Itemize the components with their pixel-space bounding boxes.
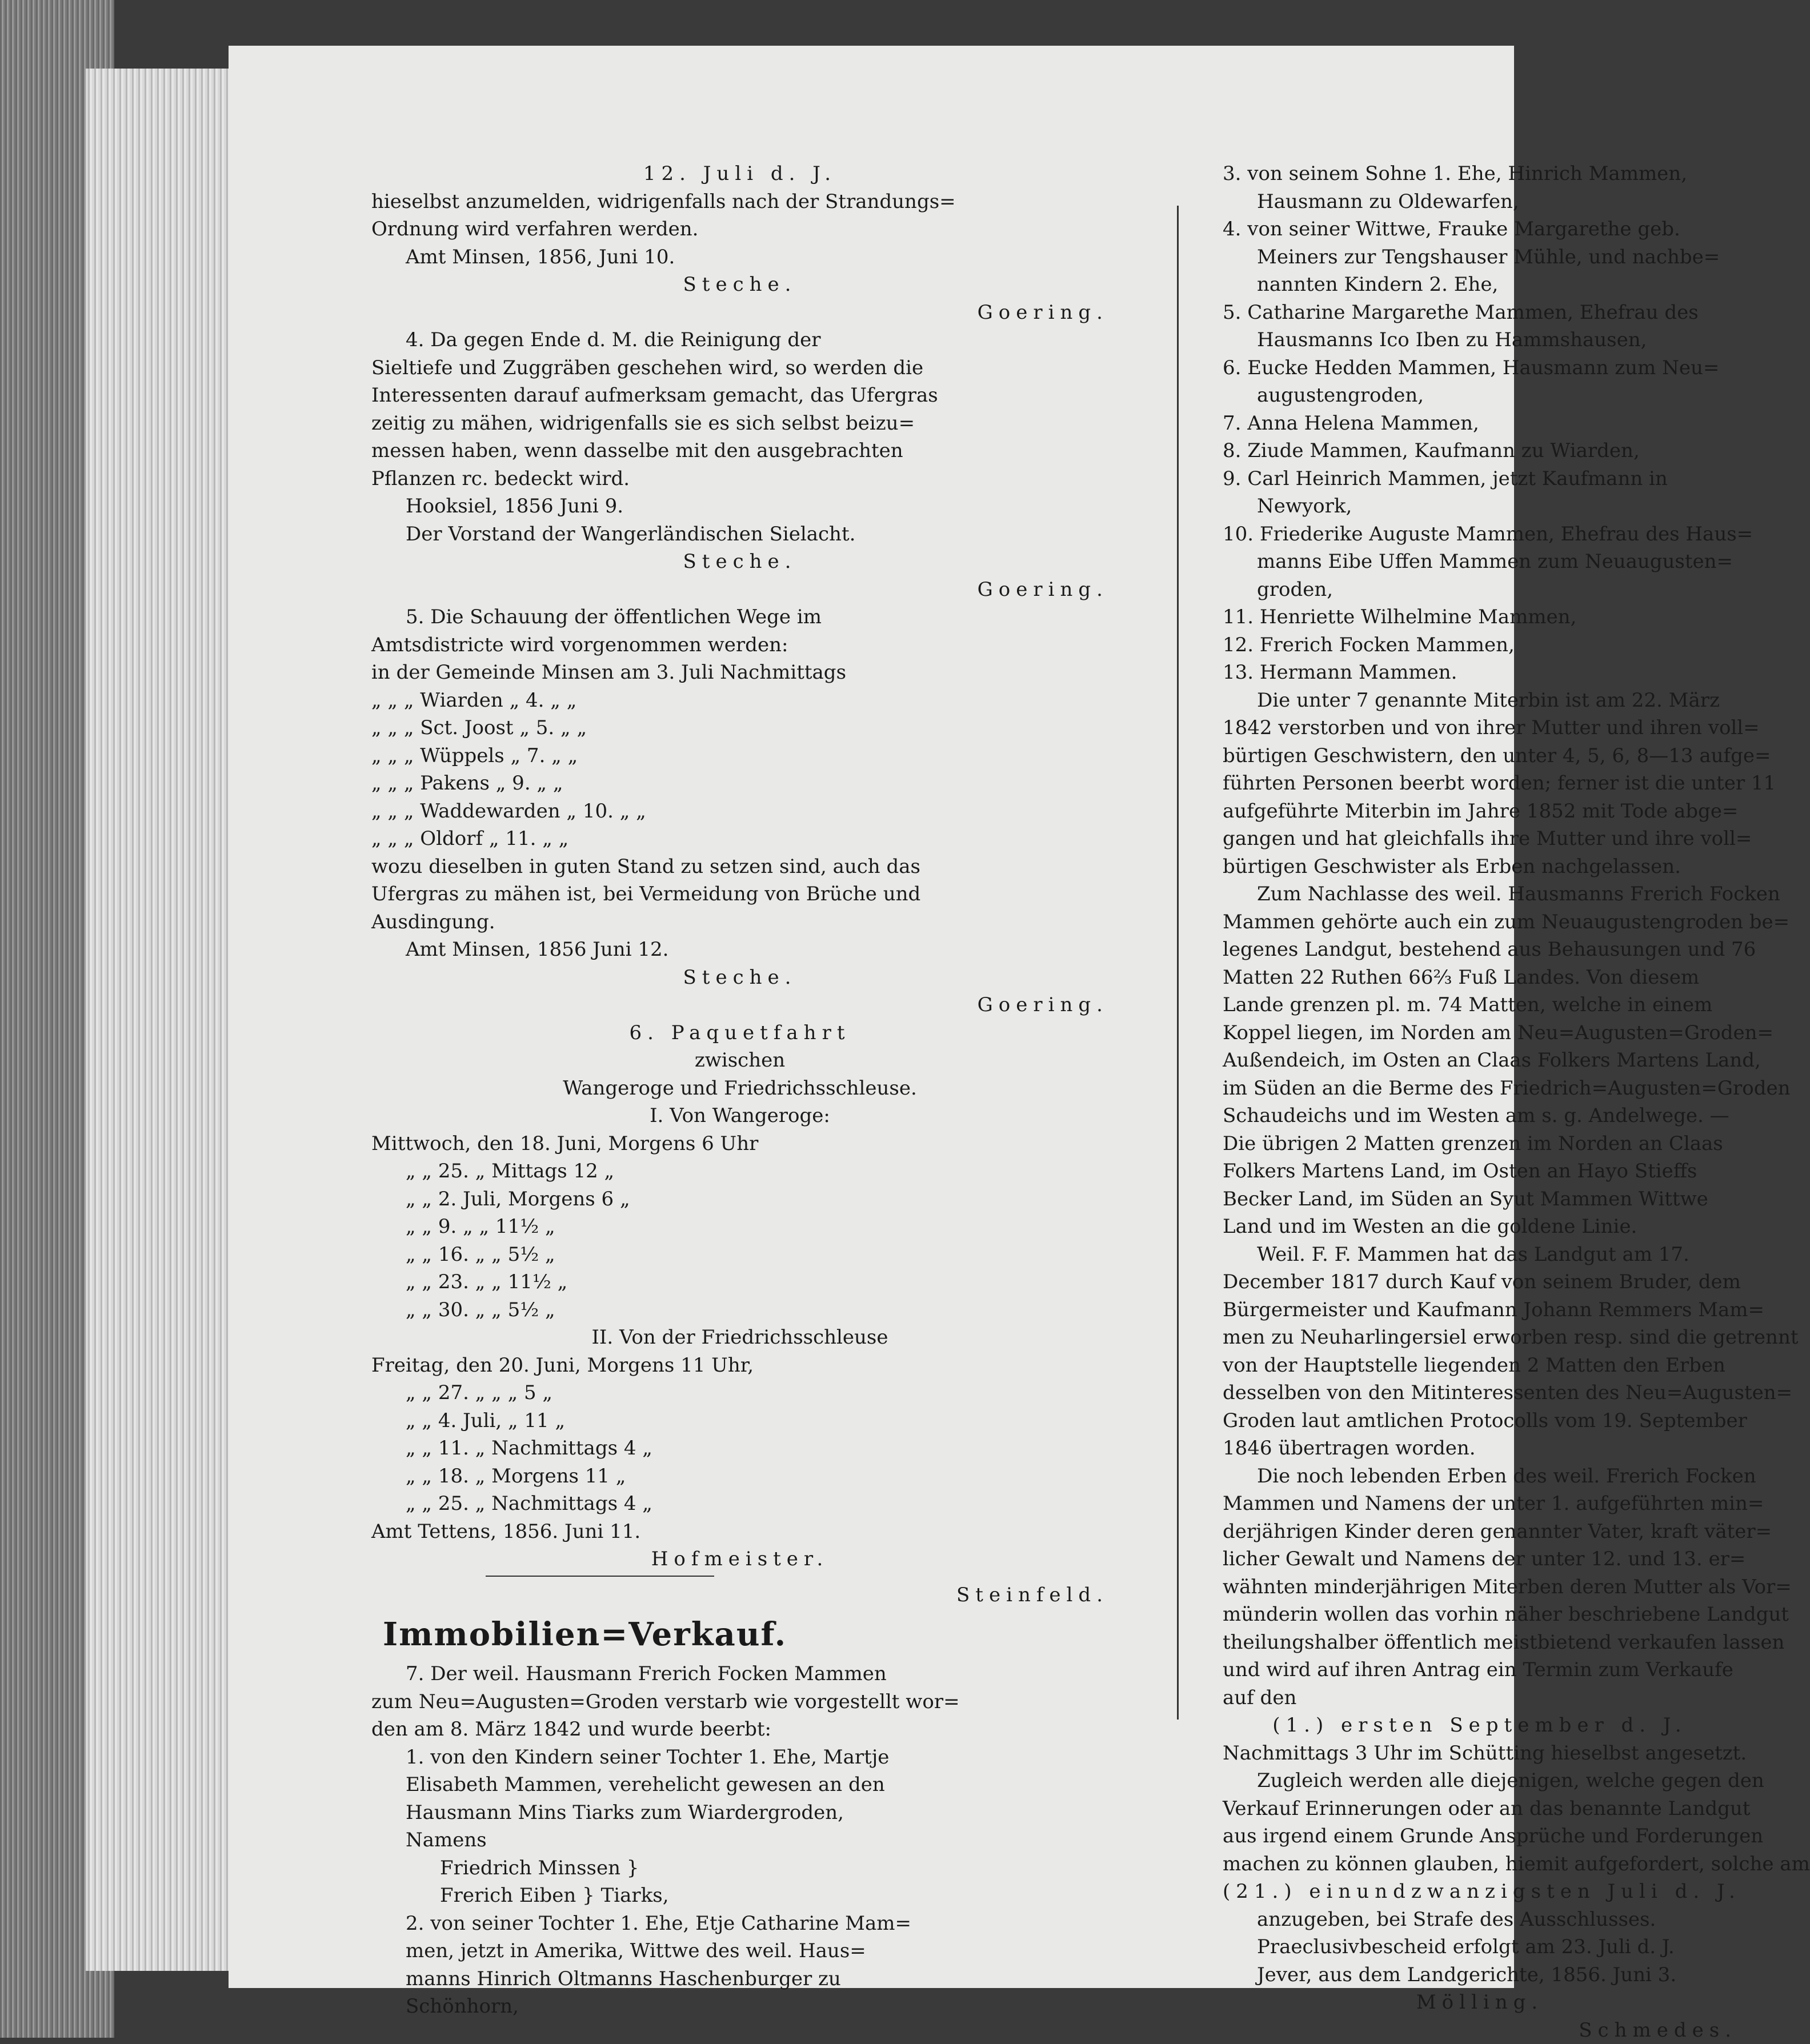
text-line: Praeclusivbescheid erfolgt am 23. Juli d. J.: [1223, 1933, 1737, 1961]
text-line: Der Vorstand der Wangerländischen Sielacht.: [371, 520, 1108, 548]
text-line: 4. Da gegen Ende d. M. die Reinigung der: [371, 326, 1108, 354]
text-line: von der Hauptstelle liegenden 2 Matten den Erben: [1223, 1352, 1737, 1380]
right-column: [1223, 160, 1737, 2044]
text-line: II. Von der Friedrichsschleuse: [371, 1324, 1108, 1352]
text-line: bürtigen Geschwistern, den unter 4, 5, 6, 8—13 aufge=: [1223, 742, 1737, 770]
signature-line: Schmedes.: [1223, 2017, 1737, 2044]
document-page: [229, 46, 1514, 1988]
list-item: Frerich Eiben } Tiarks,: [371, 1882, 1108, 1910]
text-line: Bürgermeister und Kaufmann Johann Remmers Mam=: [1223, 1296, 1737, 1324]
timetable-row: „ „ 11. „ Nachmittags 4 „: [371, 1434, 1108, 1462]
timetable-row: „ „ 25. „ Nachmittags 4 „: [371, 1490, 1108, 1518]
divider: [486, 1576, 714, 1577]
text-line: 1842 verstorben und von ihrer Mutter und ihren voll=: [1223, 714, 1737, 742]
text-line: 7. Der weil. Hausmann Frerich Focken Mammen: [371, 1660, 1108, 1688]
text-line: Schaudeichs und im Westen am s. g. Andelwege. —: [1223, 1102, 1737, 1130]
text-line: Außendeich, im Osten an Claas Folkers Martens Land,: [1223, 1047, 1737, 1075]
text-line: anzugeben, bei Strafe des Ausschlusses.: [1223, 1906, 1737, 1934]
list-item: 4. von seiner Wittwe, Frauke Margarethe geb.: [1223, 215, 1737, 243]
text-line: Ausdingung.: [371, 908, 1108, 936]
text-line: Interessenten darauf aufmerksam gemacht, das Ufergras: [371, 382, 1108, 410]
text-line: men zu Neuharlingersiel erworben resp. sind die getrennt: [1223, 1324, 1737, 1352]
list-item: augustengroden,: [1223, 382, 1737, 410]
text-line: aus irgend einem Grunde Ansprüche und Forderungen: [1223, 1822, 1737, 1850]
text-line: licher Gewalt und Namens der unter 12. und 13. er=: [1223, 1545, 1737, 1573]
text-line: 1846 übertragen worden.: [1223, 1434, 1737, 1462]
column-divider: [1177, 206, 1179, 1720]
list-item: Hausmann Mins Tiarks zum Wiardergroden,: [371, 1799, 1108, 1827]
signature-line: Mölling.: [1223, 1989, 1737, 2017]
list-item: 3. von seinem Sohne 1. Ehe, Hinrich Mammen,: [1223, 160, 1737, 188]
section-heading: Immobilien=Verkauf.: [371, 1609, 1108, 1660]
signature-line: Steche.: [371, 964, 1108, 992]
text-line: 12. Juli d. J.: [371, 160, 1108, 188]
list-item: 1. von den Kindern seiner Tochter 1. Ehe, Martje: [371, 1744, 1108, 1772]
list-item: 8. Ziude Mammen, Kaufmann zu Wiarden,: [1223, 437, 1737, 465]
signature-line: Hofmeister.: [371, 1545, 1108, 1573]
signature-line: Goering.: [371, 991, 1108, 1019]
list-item: 10. Friederike Auguste Mammen, Ehefrau des Haus=: [1223, 520, 1737, 548]
text-line: Mammen gehörte auch ein zum Neuaugustengroden be=: [1223, 908, 1737, 936]
schedule-line: „ „ „ Wüppels „ 7. „ „: [371, 742, 1108, 770]
page-edges: [86, 69, 234, 1971]
text-line: Matten 22 Ruthen 66⅔ Fuß Landes. Von diesem: [1223, 964, 1737, 992]
signature-line: Steche.: [371, 548, 1108, 576]
left-column: [371, 160, 1108, 2021]
timetable-row: „ „ 16. „ „ 5½ „: [371, 1241, 1108, 1269]
text-line: zwischen: [371, 1047, 1108, 1075]
text-line: Land und im Westen an die goldene Linie.: [1223, 1213, 1737, 1241]
schedule-line: „ „ „ Oldorf „ 11. „ „: [371, 825, 1108, 853]
timetable-row: Mittwoch, den 18. Juni, Morgens 6 Uhr: [371, 1130, 1108, 1158]
signature-line: Goering.: [371, 576, 1108, 604]
text-line: machen zu können glauben, hiemit aufgefordert, solche am: [1223, 1850, 1737, 1878]
list-item: Hausmanns Ico Iben zu Hammshausen,: [1223, 326, 1737, 354]
signature-line: Steche.: [371, 271, 1108, 299]
list-item: Elisabeth Mammen, verehelicht gewesen an den: [371, 1771, 1108, 1799]
text-line: führten Personen beerbt worden; ferner ist die unter 11: [1223, 769, 1737, 797]
text-line: Groden laut amtlichen Protocolls vom 19. September: [1223, 1407, 1737, 1435]
text-line: desselben von den Mitinteressenten des Neu=Augusten=: [1223, 1379, 1737, 1407]
text-line: Zugleich werden alle diejenigen, welche gegen den: [1223, 1767, 1737, 1795]
text-line: 5. Die Schauung der öffentlichen Wege im: [371, 603, 1108, 631]
text-line: messen haben, wenn dasselbe mit den ausgebrachten: [371, 437, 1108, 465]
text-line: Amtsdistricte wird vorgenommen werden:: [371, 631, 1108, 659]
list-item: 2. von seiner Tochter 1. Ehe, Etje Catharine Mam=: [371, 1910, 1108, 1938]
text-line: Becker Land, im Süden an Syut Mammen Wittwe: [1223, 1185, 1737, 1213]
list-item: 12. Frerich Focken Mammen,: [1223, 631, 1737, 659]
text-line: Folkers Martens Land, im Osten an Hayo Stieffs: [1223, 1157, 1737, 1185]
text-line: Lande grenzen pl. m. 74 Matten, welche in einem: [1223, 991, 1737, 1019]
list-item: Schönhorn,: [371, 1993, 1108, 2021]
text-line: Wangeroge und Friedrichsschleuse.: [371, 1075, 1108, 1103]
date-line: (1.) ersten September d. J.: [1223, 1712, 1737, 1740]
text-line: gangen und hat gleichfalls ihre Mutter und ihre voll=: [1223, 825, 1737, 853]
text-line: Hooksiel, 1856 Juni 9.: [371, 492, 1108, 520]
text-line: Ordnung wird verfahren werden.: [371, 215, 1108, 243]
text-line: zum Neu=Augusten=Groden verstarb wie vorgestellt wor=: [371, 1688, 1108, 1716]
list-item: 6. Eucke Hedden Mammen, Hausmann zum Neu=: [1223, 354, 1737, 382]
list-item: 5. Catharine Margarethe Mammen, Ehefrau des: [1223, 299, 1737, 327]
list-item: 7. Anna Helena Mammen,: [1223, 410, 1737, 438]
schedule-line: „ „ „ Pakens „ 9. „ „: [371, 769, 1108, 797]
text-line: hieselbst anzumelden, widrigenfalls nach der Strandungs=: [371, 188, 1108, 216]
text-line: bürtigen Geschwister als Erben nachgelassen.: [1223, 853, 1737, 881]
timetable-row: „ „ 27. „ „ „ 5 „: [371, 1379, 1108, 1407]
text-line: Die noch lebenden Erben des weil. Frerich Focken: [1223, 1462, 1737, 1490]
timetable-row: „ „ 4. Juli, „ 11 „: [371, 1407, 1108, 1435]
text-line: Mammen und Namens der unter 1. aufgeführten min=: [1223, 1490, 1737, 1518]
text-line: legenes Landgut, bestehend aus Behausungen und 76: [1223, 936, 1737, 964]
list-item: 13. Hermann Mammen.: [1223, 659, 1737, 687]
text-line: Zum Nachlasse des weil. Hausmanns Frerich Focken: [1223, 880, 1737, 908]
timetable-row: „ „ 18. „ Morgens 11 „: [371, 1462, 1108, 1490]
text-line: wähnten minderjährigen Miterben deren Mutter als Vor=: [1223, 1573, 1737, 1601]
text-line: I. Von Wangeroge:: [371, 1102, 1108, 1130]
list-item: nannten Kindern 2. Ehe,: [1223, 271, 1737, 299]
schedule-line: „ „ „ Wiarden „ 4. „ „: [371, 687, 1108, 715]
text-line: Die unter 7 genannte Miterbin ist am 22. März: [1223, 687, 1737, 715]
timetable-row: Freitag, den 20. Juni, Morgens 11 Uhr,: [371, 1352, 1108, 1380]
timetable-row: „ „ 2. Juli, Morgens 6 „: [371, 1185, 1108, 1213]
text-line: Sieltiefe und Zuggräben geschehen wird, so werden die: [371, 354, 1108, 382]
list-item: Friedrich Minssen }: [371, 1854, 1108, 1882]
text-line: Verkauf Erinnerungen oder an das benannte Landgut: [1223, 1795, 1737, 1823]
schedule-line: in der Gemeinde Minsen am 3. Juli Nachmittags: [371, 659, 1108, 687]
signature-line: Steinfeld.: [371, 1581, 1108, 1609]
text-line: Pflanzen rc. bedeckt wird.: [371, 465, 1108, 493]
timetable-row: „ „ 23. „ „ 11½ „: [371, 1268, 1108, 1296]
text-line: münderin wollen das vorhin näher beschriebene Landgut: [1223, 1601, 1737, 1629]
text-line: Amt Minsen, 1856 Juni 12.: [371, 936, 1108, 964]
list-item: Meiners zur Tengshauser Mühle, und nachbe=: [1223, 243, 1737, 271]
section-title: 6. Paquetfahrt: [371, 1019, 1108, 1047]
text-line: auf den: [1223, 1684, 1737, 1712]
text-line: Koppel liegen, im Norden am Neu=Augusten=Groden=: [1223, 1019, 1737, 1047]
text-line: Amt Tettens, 1856. Juni 11.: [371, 1518, 1108, 1546]
list-item: Newyork,: [1223, 492, 1737, 520]
text-line: und wird auf ihren Antrag ein Termin zum Verkaufe: [1223, 1656, 1737, 1684]
text-line: den am 8. März 1842 und wurde beerbt:: [371, 1716, 1108, 1744]
list-item: Namens: [371, 1826, 1108, 1854]
list-item: 9. Carl Heinrich Mammen, jetzt Kaufmann in: [1223, 465, 1737, 493]
list-item: 11. Henriette Wilhelmine Mammen,: [1223, 603, 1737, 631]
list-item: men, jetzt in Amerika, Wittwe des weil. Haus=: [371, 1937, 1108, 1965]
text-line: derjährigen Kinder deren genannter Vater, kraft väter=: [1223, 1518, 1737, 1546]
schedule-line: „ „ „ Sct. Joost „ 5. „ „: [371, 714, 1108, 742]
timetable-row: „ „ 9. „ „ 11½ „: [371, 1213, 1108, 1241]
text-line: Nachmittags 3 Uhr im Schütting hieselbst angesetzt.: [1223, 1740, 1737, 1768]
text-line: theilungshalber öffentlich meistbietend verkaufen lassen: [1223, 1629, 1737, 1657]
text-line: im Süden an die Berme des Friedrich=Augusten=Groden: [1223, 1075, 1737, 1103]
text-line: Jever, aus dem Landgerichte, 1856. Juni 3.: [1223, 1961, 1737, 1989]
signature-line: Goering.: [371, 299, 1108, 327]
schedule-line: „ „ „ Waddewarden „ 10. „ „: [371, 797, 1108, 825]
list-item: manns Hinrich Oltmanns Haschenburger zu: [371, 1965, 1108, 1993]
timetable-row: „ „ 30. „ „ 5½ „: [371, 1296, 1108, 1324]
date-line: (21.) einundzwanzigsten Juli d. J.: [1223, 1878, 1737, 1906]
list-item: groden,: [1223, 576, 1737, 604]
text-line: wozu dieselben in guten Stand zu setzen sind, auch das: [371, 853, 1108, 881]
list-item: manns Eibe Uffen Mammen zum Neuaugusten=: [1223, 548, 1737, 576]
text-line: Die übrigen 2 Matten grenzen im Norden an Claas: [1223, 1130, 1737, 1158]
timetable-row: „ „ 25. „ Mittags 12 „: [371, 1157, 1108, 1185]
list-item: Hausmann zu Oldewarfen,: [1223, 188, 1737, 216]
text-line: December 1817 durch Kauf von seinem Bruder, dem: [1223, 1268, 1737, 1296]
text-line: Weil. F. F. Mammen hat das Landgut am 17.: [1223, 1241, 1737, 1269]
text-line: aufgeführte Miterbin im Jahre 1852 mit Tode abge=: [1223, 797, 1737, 825]
text-line: Ufergras zu mähen ist, bei Vermeidung von Brüche und: [371, 880, 1108, 908]
text-line: Amt Minsen, 1856, Juni 10.: [371, 243, 1108, 271]
text-line: zeitig zu mähen, widrigenfalls sie es sich selbst beizu=: [371, 410, 1108, 438]
